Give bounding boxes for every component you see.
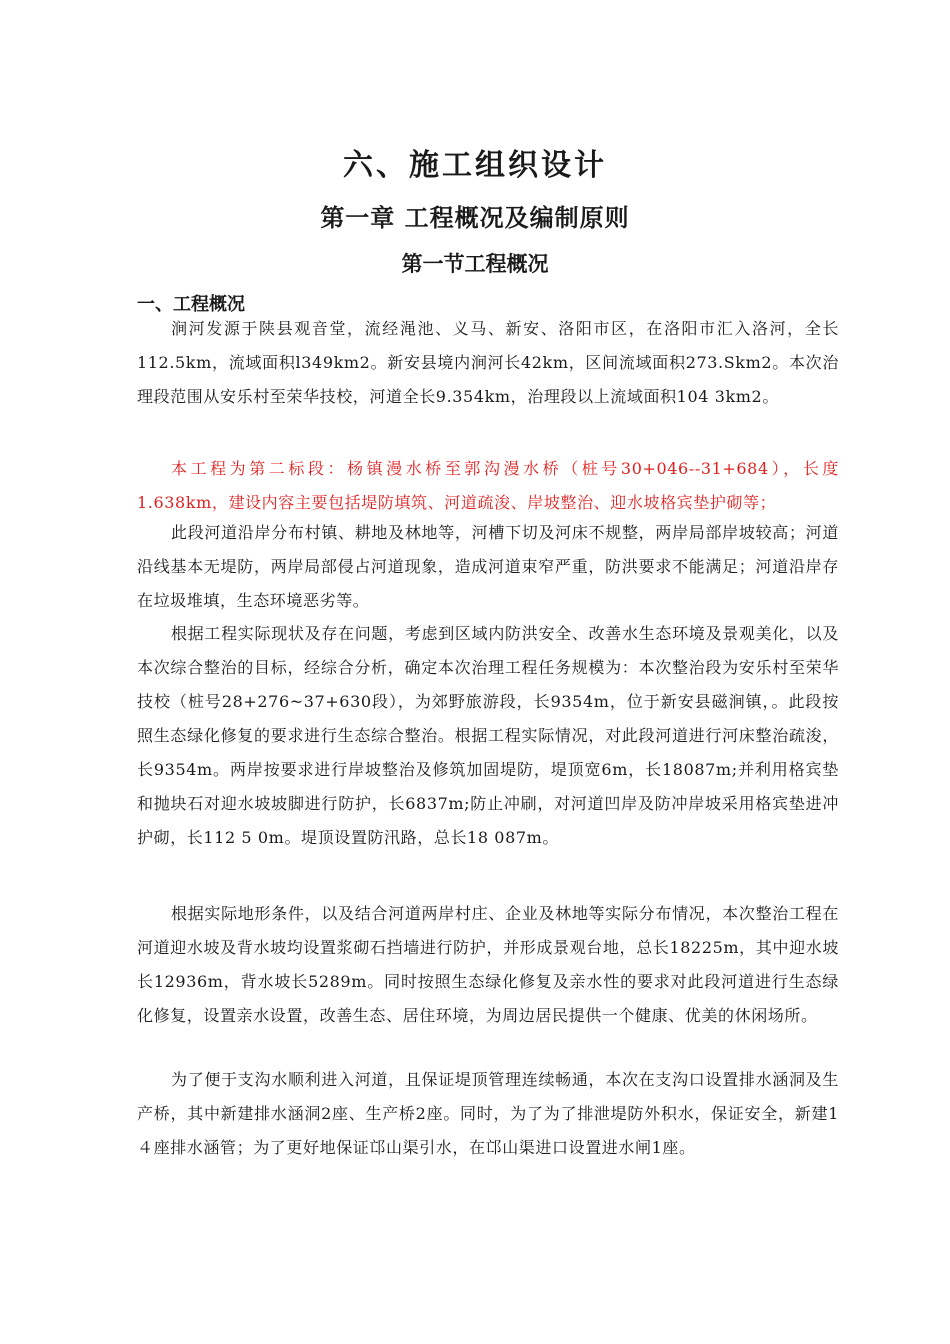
paragraph-bid-section: 本工程为第二标段：杨镇漫水桥至郭沟漫水桥（桩号30+046--31+684），长度1.638km，建设内容主要包括堤防填筑、河道疏浚、岸坡整治、迎水坡格宾垫护砌等；: [137, 459, 839, 512]
paragraph-culverts-bridges: 为了便于支沟水顺利进入河道，且保证堤顶管理连续畅通，本次在支沟口设置排水涵洞及生产桥，其中新建排水涵洞2座、生产桥2座。同时，为了为了排泄堤防外积水，保证安全，新建1４座排水涵管；为了更好地保证邙山渠引水，在邙山渠进口设置进水闸1座。: [137, 1070, 839, 1157]
paragraph-project-scope: 根据工程实际现状及存在问题，考虑到区域内防洪安全、改善水生态环境及景观美化，以及本次综合整治的目标，经综合分析，确定本次治理工程任务规模为：本次整治段为安乐村至荣华技校（桩号28+276~37+630段），为郊野旅游段，长9354m，位于新安县磁涧镇，。此段按照生态绿化修复的要求进行生态综合整治。根据工程实际情况，对此段河道进行河床整治疏浚，长9354m。两岸按要求进行岸坡整治及修筑加固堤防，堤顶宽6m，长18087m;并利用格宾垫和抛块石对迎水坡坡脚进行防护，长6837m;防止冲刷，对河道凹岸及防冲岸坡采用格宾垫进冲护砌，长112 5 0m。堤顶设置防汛路，总长18 087m。: [137, 624, 839, 847]
paragraph-current-conditions: 此段河道沿岸分布村镇、耕地及林地等，河槽下切及河床不规整，两岸局部岸坡较高；河道沿线基本无堤防，两岸局部侵占河道现象，造成河道束窄严重，防洪要求不能满足；河道沿岸存在垃圾堆填，生态环境恶劣等。: [137, 523, 839, 610]
document-title: 六、施工组织设计: [343, 148, 607, 183]
paragraph-river-overview: 涧河发源于陕县观音堂，流经渑池、义马、新安、洛阳市区，在洛阳市汇入洛河，全长112.5km，流域面积l349km2。新安县境内涧河长42km，区间流域面积273.Skm2。本次治理段范围从安乐村至荣华技校，河道全长9.354km，治理段以上流域面积104 3km2。: [137, 319, 839, 406]
paragraph-retaining-walls: 根据实际地形条件，以及结合河道两岸村庄、企业及林地等实际分布情况，本次整治工程在河道迎水坡及背水坡均设置浆砌石挡墙进行防护，并形成景观台地，总长18225m，其中迎水坡长12936m，背水坡长5289m。同时按照生态绿化修复及亲水性的要求对此段河道进行生态绿化修复，设置亲水设置，改善生态、居住环境，为周边居民提供一个健康、优美的休闲场所。: [137, 904, 839, 1025]
chapter-title: 第一章 工程概况及编制原则: [320, 203, 630, 232]
section-title: 第一节工程概况: [401, 251, 549, 276]
subsection-heading: 一、工程概况: [137, 294, 245, 315]
